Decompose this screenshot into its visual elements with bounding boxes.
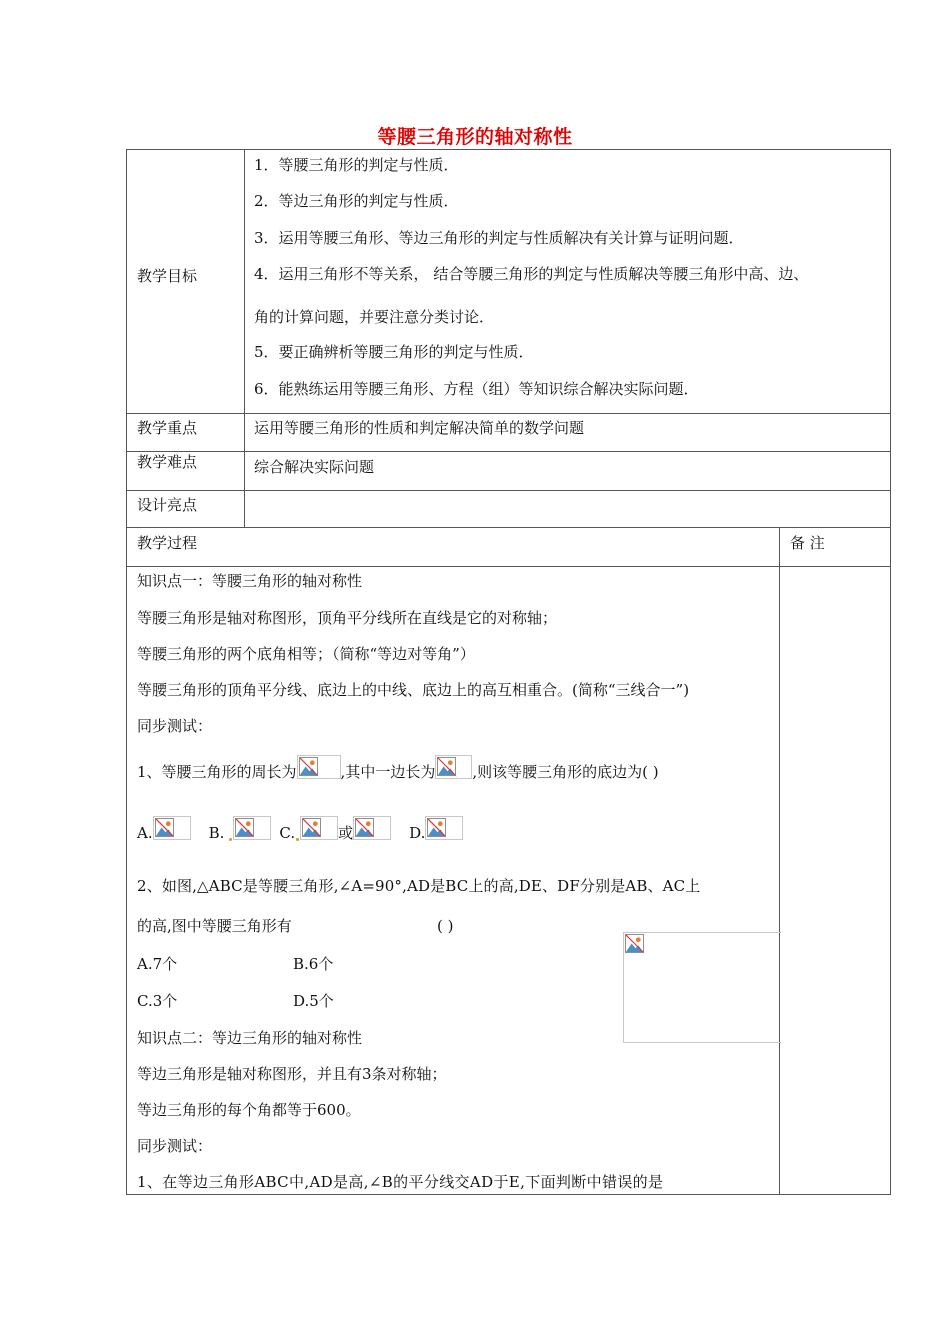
broken-image-icon (302, 818, 321, 837)
broken-image-icon (299, 757, 318, 776)
option-a-label: A. (137, 824, 153, 842)
knowledge-point-1-title: 知识点一：等腰三角形的轴对称性 (137, 572, 363, 590)
formula-image (297, 755, 341, 779)
objective-item: 1．等腰三角形的判定与性质． (254, 156, 459, 174)
question-1-text: ,其中一边长为 (340, 763, 436, 781)
formula-image (300, 816, 338, 840)
objective-item: 2．等边三角形的判定与性质． (254, 192, 459, 210)
objective-item: 4．运用三角形不等关系， 结合等腰三角形的判定与性质解决等腰三角形中高、边、 (254, 265, 809, 283)
row-divider (127, 451, 890, 452)
broken-image-icon (427, 818, 446, 837)
content-line: 等腰三角形是轴对称图形，顶角平分线所在直线是它的对称轴； (137, 609, 558, 627)
question-2-line-2: 的高,图中等腰三角形有 (137, 917, 292, 935)
content-line: 等腰三角形的两个底角相等；（简称“等边对等角”） (137, 645, 475, 663)
question-2-option-d: D.5个 (293, 992, 334, 1010)
formula-image (435, 755, 472, 779)
sync-test-label: 同步测试： (137, 1137, 213, 1155)
question-1-text: ,则该等腰三角形的底边为( ) (472, 763, 659, 781)
broken-image-icon (625, 934, 644, 953)
option-or-text: 或 (338, 824, 354, 842)
broken-image-icon (355, 818, 374, 837)
row-divider (127, 413, 890, 414)
row-divider (127, 566, 890, 567)
broken-image-icon (437, 757, 456, 776)
objective-item: 3．运用等腰三角形、等边三角形的判定与性质解决有关计算与证明问题． (254, 229, 744, 247)
option-b-label: B. (208, 824, 225, 842)
page-title: 等腰三角形的轴对称性 (377, 126, 573, 148)
notes-column-divider (779, 527, 780, 1194)
formula-image (425, 816, 463, 840)
highlights-label: 设计亮点 (137, 496, 198, 514)
objective-item: 6．能熟练运用等腰三角形、方程（组）等知识综合解决实际问题． (254, 380, 699, 398)
row-divider (127, 527, 890, 528)
key-points-text: 运用等腰三角形的性质和判定解决简单的数学问题 (254, 419, 585, 437)
broken-image-icon (155, 818, 174, 837)
row-divider (127, 490, 890, 491)
knowledge-point-2-title: 知识点二：等边三角形的轴对称性 (137, 1029, 363, 1047)
process-label: 教学过程 (137, 534, 198, 552)
notes-label: 备 注 (790, 534, 825, 552)
objective-item: 角的计算问题，并要注意分类讨论． (254, 308, 495, 326)
lesson-plan-table (126, 149, 891, 1195)
question-1-options (137, 816, 463, 843)
formula-image (233, 816, 271, 840)
objectives-label: 教学目标 (137, 267, 198, 285)
content-line: 等边三角形的每个角都等于600。 (137, 1101, 361, 1119)
question-2-option-a: A.7个 (137, 955, 178, 973)
question-2-option-c: C.3个 (137, 992, 178, 1010)
figure-image-placeholder (623, 932, 781, 1043)
difficulties-label: 教学难点 (137, 453, 198, 471)
question-3-line-1: 1、在等边三角形ABC中,AD是高,∠B的平分线交AD于E,下面判断中错误的是 (137, 1173, 664, 1191)
broken-image-icon (235, 818, 254, 837)
question-1-text: 1、等腰三角形的周长为 (137, 763, 297, 781)
key-points-label: 教学重点 (137, 419, 198, 437)
difficulties-text: 综合解决实际问题 (254, 458, 375, 476)
question-2-option-b: B.6个 (293, 955, 334, 973)
formula-image (153, 816, 191, 840)
option-c-label: C. (279, 824, 296, 842)
content-line: 等边三角形是轴对称图形，并且有3条对称轴； (137, 1065, 447, 1083)
label-column-divider (244, 150, 245, 527)
formula-image (353, 816, 391, 840)
question-1 (137, 755, 659, 782)
option-d-label: D. (409, 824, 426, 842)
question-2-line-1: 2、如图,△ABC是等腰三角形,∠A=90°,AD是BC上的高,DE、DF分别是AB、AC上 (137, 877, 701, 895)
answer-parentheses: ( ) (437, 917, 454, 935)
sync-test-label: 同步测试： (137, 717, 213, 735)
objective-item: 5．要正确辨析等腰三角形的判定与性质． (254, 343, 534, 361)
content-line: 等腰三角形的顶角平分线、底边上的中线、底边上的高互相重合。(简称“三线合一”) (137, 681, 690, 699)
